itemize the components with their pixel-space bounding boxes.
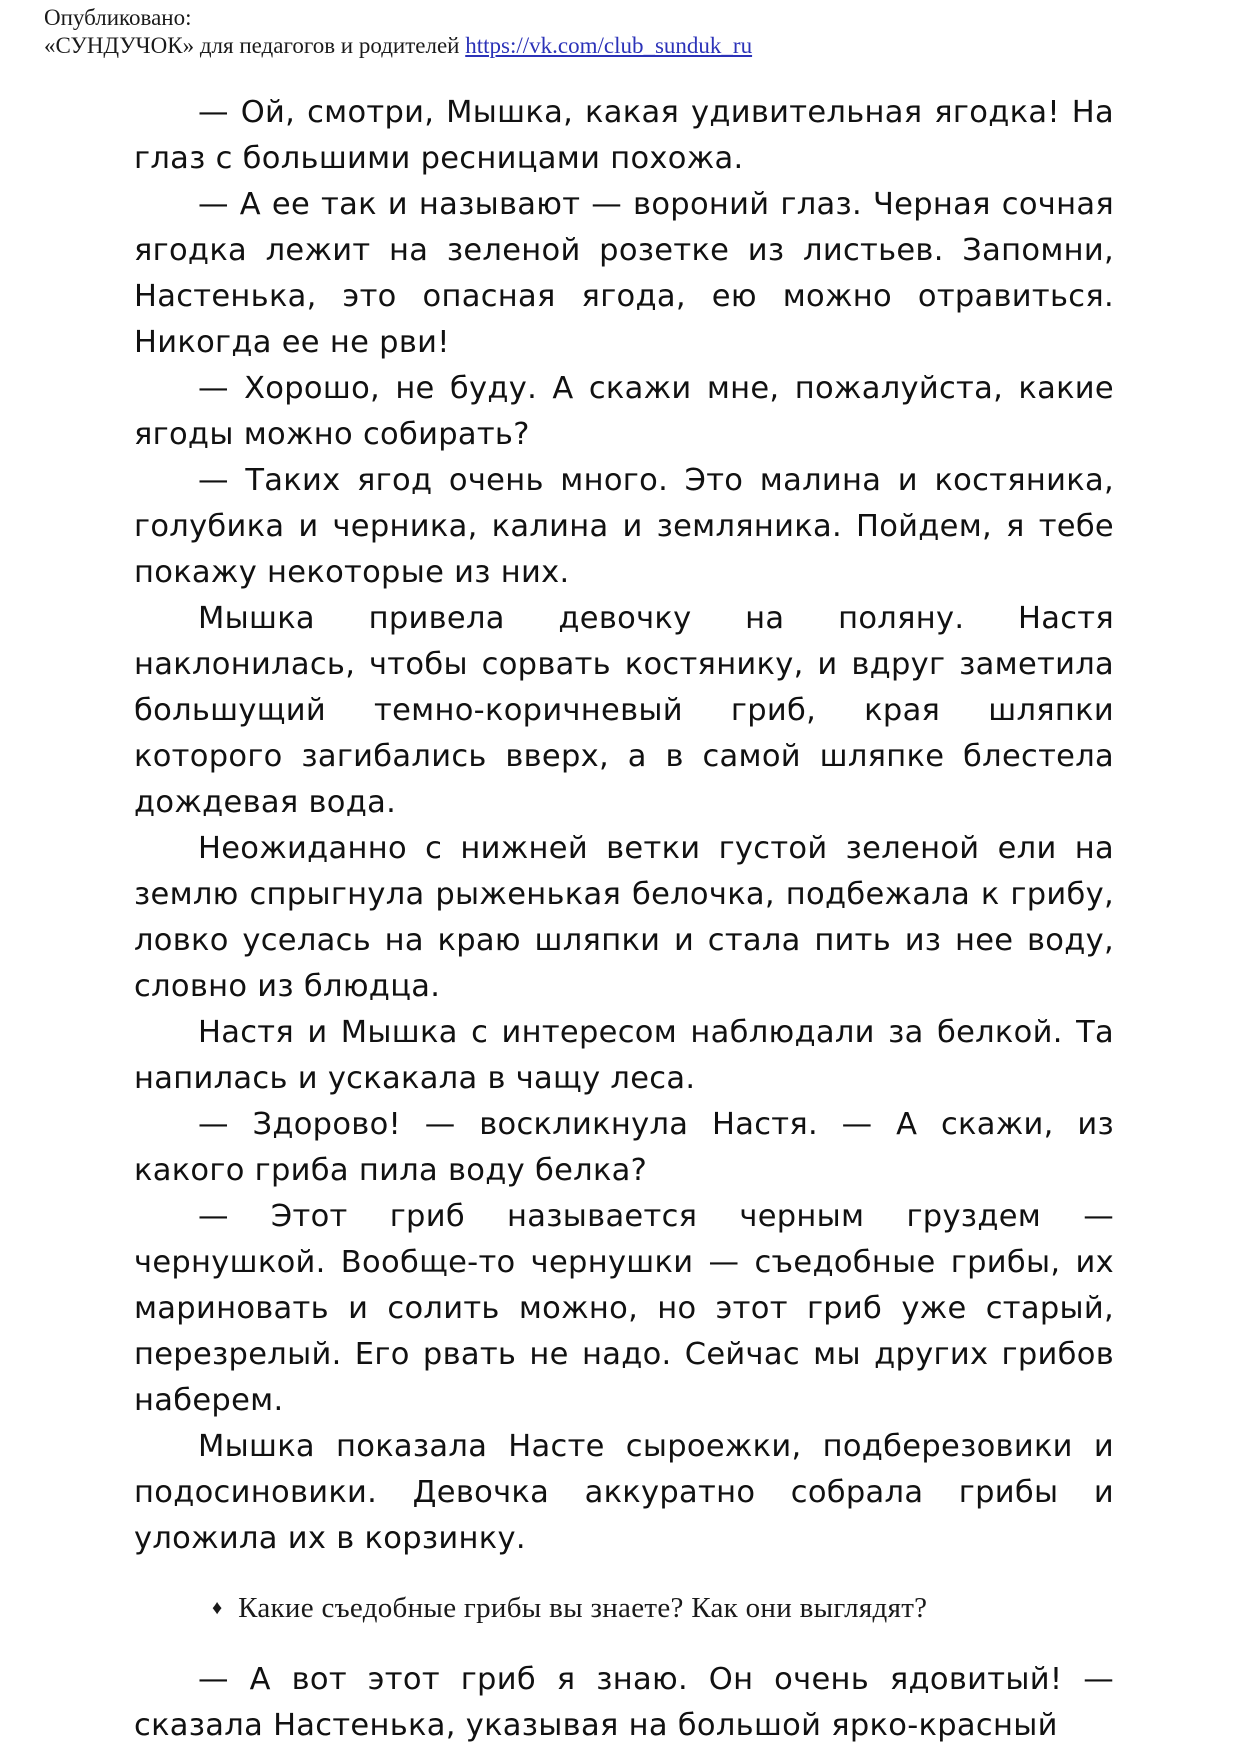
question-text: Какие съедобные грибы вы знаете? Как они выглядят? (238, 1592, 928, 1624)
paragraph: — Таких ягод очень много. Это малина и костяника, голубика и черника, калина и земляника. Пойдем, я тебе покажу некоторые из них. (134, 463, 1114, 590)
publisher-line (44, 32, 752, 60)
story-text (134, 90, 1114, 1749)
published-label: Опубликовано: (44, 5, 192, 30)
paragraph: — Хорошо, не буду. А скажи мне, пожалуйста, какие ягоды можно собирать? (134, 371, 1114, 452)
publisher-link[interactable]: https://vk.com/club_sunduk_ru (465, 33, 753, 58)
final-paragraph: — А вот этот гриб я знаю. Он очень ядовитый! — сказала Настенька, указывая на большой ярко-красный (134, 1662, 1114, 1743)
paragraph: Мышка показала Насте сыроежки, подберезовики и подосиновики. Девочка аккуратно собрала грибы и уложила их в корзинку. (134, 1429, 1114, 1556)
paragraph: Неожиданно с нижней ветки густой зеленой ели на землю спрыгнула рыженькая белочка, подбежала к грибу, ловко уселась на краю шляпки и стала пить из нее воду, словно из блюдца. (134, 831, 1114, 1004)
paragraph: — Ой, смотри, Мышка, какая удивительная ягодка! На глаз с большими ресницами похожа. (134, 95, 1114, 176)
diamond-bullet-icon: ♦ (212, 1597, 223, 1619)
paragraph: Настя и Мышка с интересом наблюдали за белкой. Та напилась и ускакала в чащу леса. (134, 1015, 1114, 1096)
paragraph: — А ее так и называют — вороний глаз. Черная сочная ягодка лежит на зеленой розетке из листьев. Запомни, Настенька, это опасная ягода, ею можно отравиться. Никогда ее не рви! (134, 187, 1114, 360)
paragraph: — Здорово! — воскликнула Настя. — А скажи, из какого гриба пила воду белка? (134, 1107, 1114, 1188)
paragraph: Мышка привела девочку на поляну. Настя наклонилась, чтобы сорвать костянику, и вдруг заметила большущий темно-коричневый гриб, края шляпки которого загибались вверх, а в самой шляпке блестела дождевая вода. (134, 601, 1114, 820)
question-line (134, 1580, 1114, 1639)
publisher-name: «СУНДУЧОК» для педагогов и родителей (44, 33, 460, 58)
publication-header (44, 4, 752, 60)
paragraph: — Этот гриб называется черным груздем — чернушкой. Вообще-то чернушки — съедобные грибы, их мариновать и солить можно, но этот гриб уже старый, перезрелый. Его рвать не надо. Сейчас мы других грибов наберем. (134, 1199, 1114, 1418)
